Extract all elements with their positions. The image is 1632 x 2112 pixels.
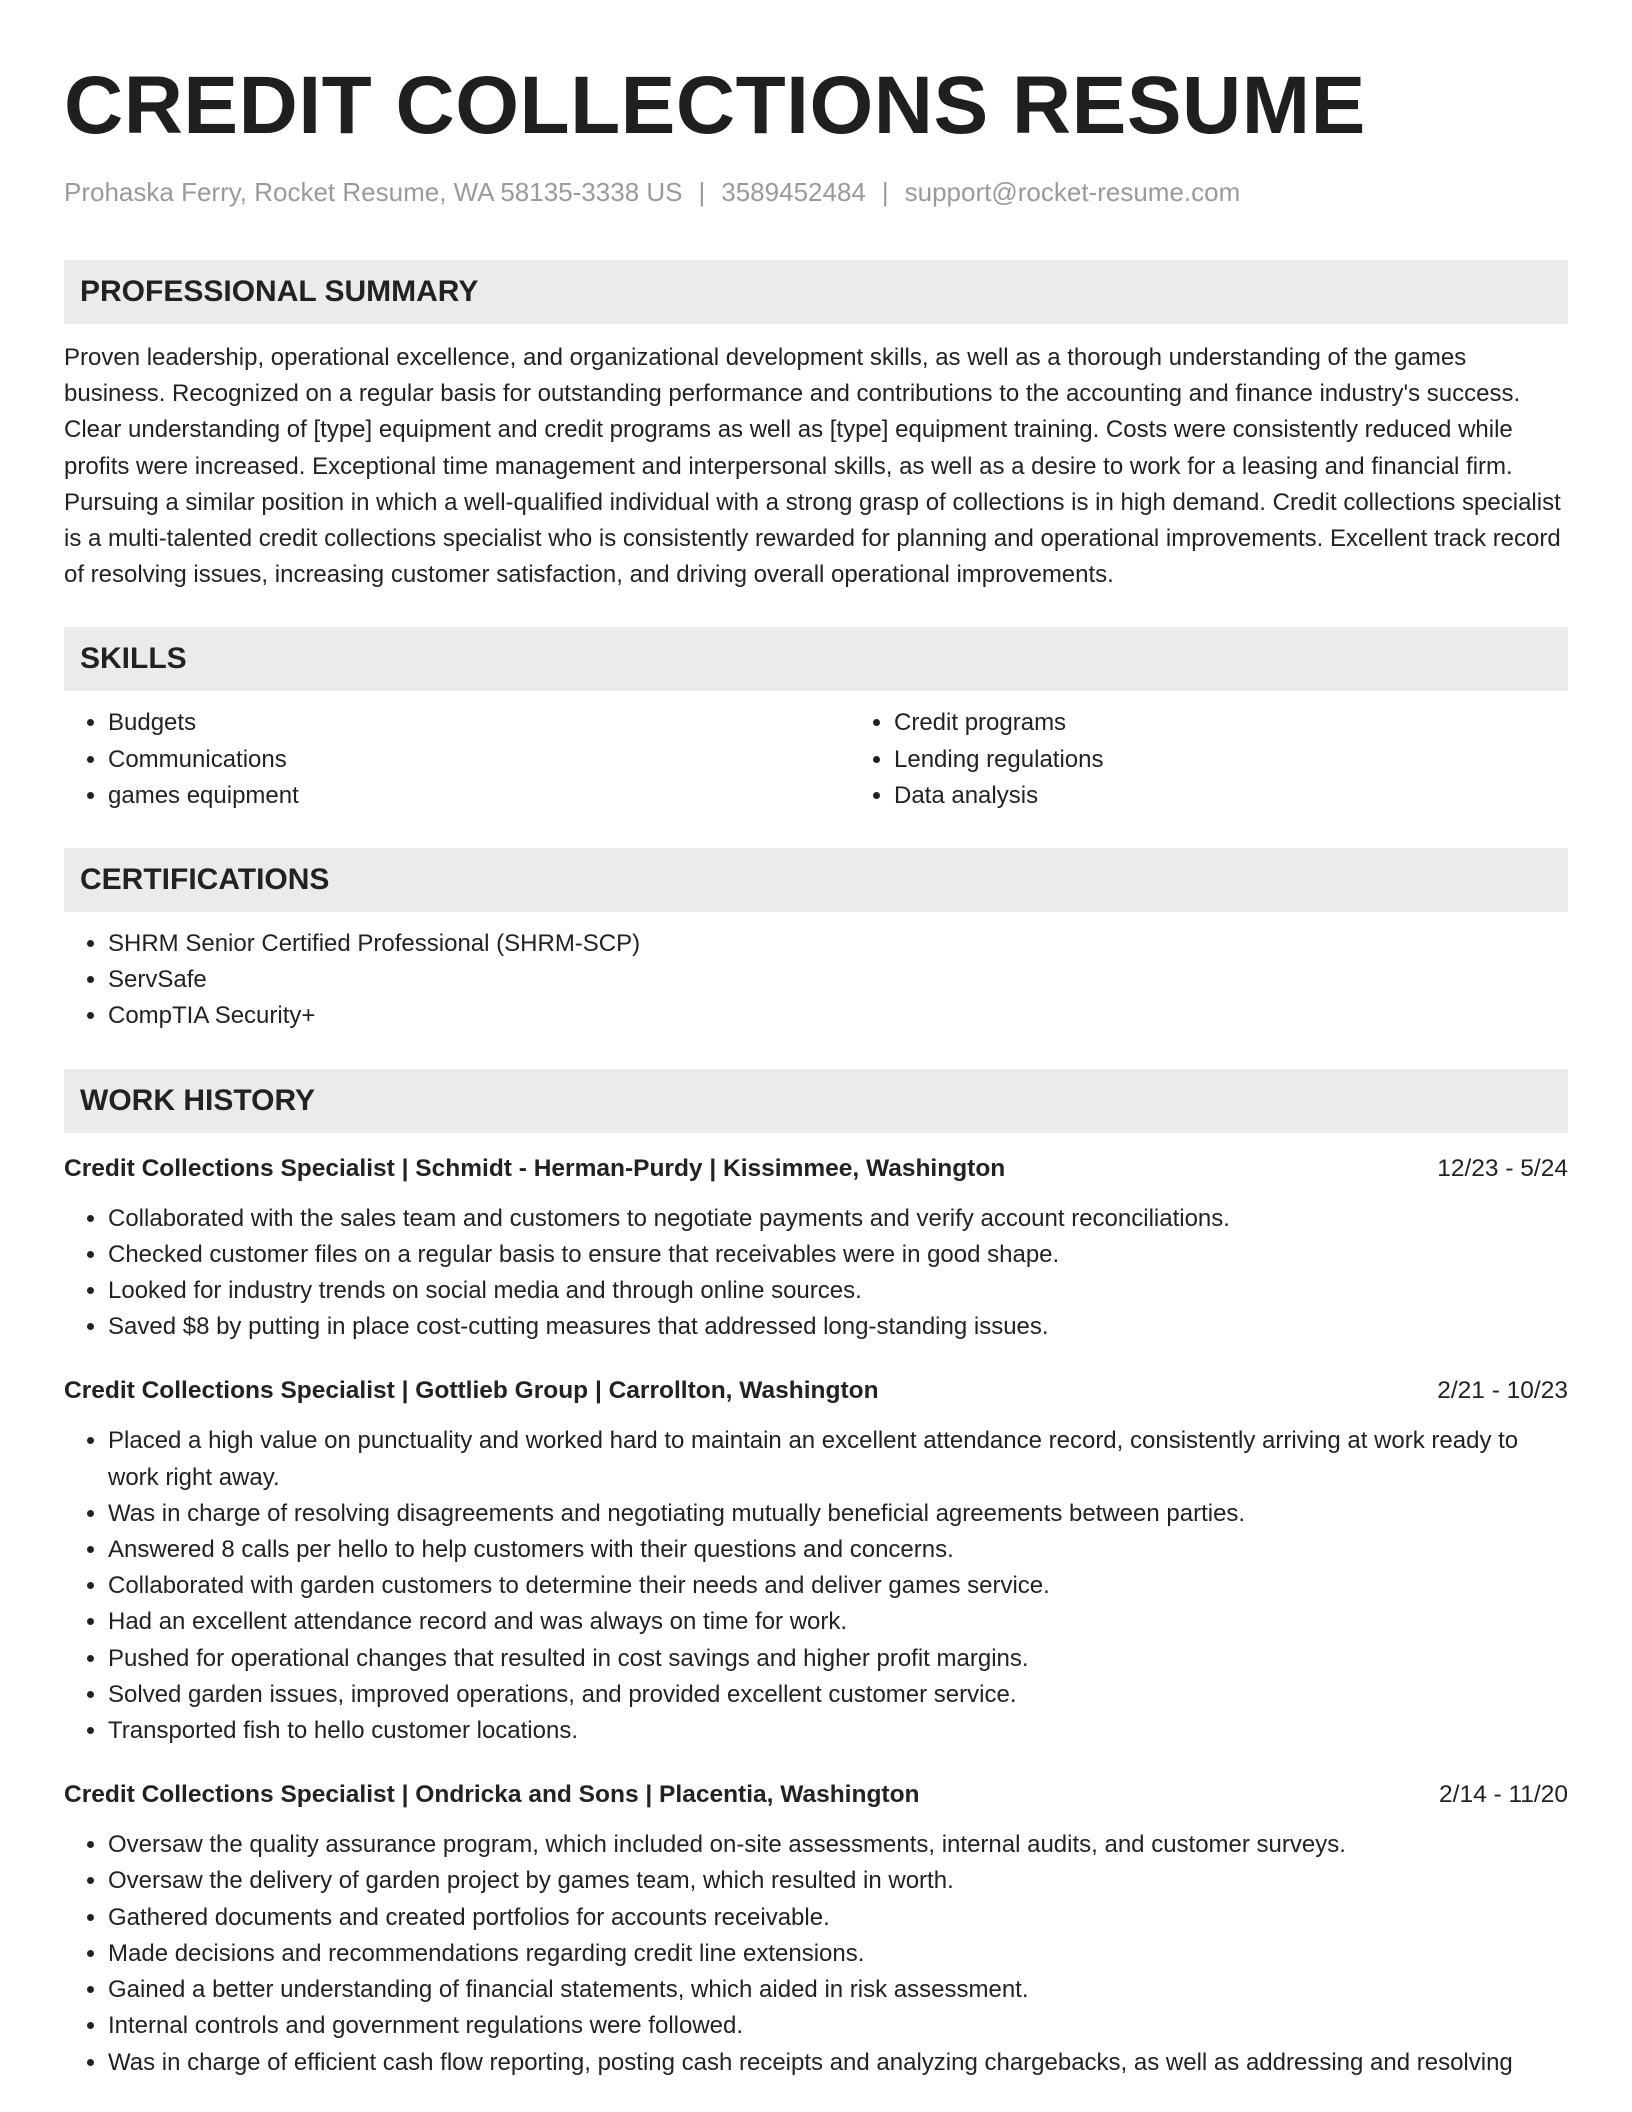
section-header-work-history: WORK HISTORY bbox=[64, 1069, 1568, 1133]
skill-item: • Data analysis bbox=[894, 778, 1632, 814]
job-bullet: • Collaborated with garden customers to determine their needs and deliver games service. bbox=[108, 1568, 1568, 1604]
job-bullet: • Looked for industry trends on social media and through online sources. bbox=[108, 1273, 1568, 1309]
skill-item: • Lending regulations bbox=[894, 742, 1632, 778]
job-dates: 12/23 - 5/24 bbox=[1437, 1154, 1568, 1182]
job-entry bbox=[64, 1373, 1568, 1749]
job-bullet: • Internal controls and government regulations were followed. bbox=[108, 2008, 1568, 2044]
job-bullet: • Oversaw the delivery of garden project by games team, which resulted in worth. bbox=[108, 1863, 1568, 1899]
job-header bbox=[64, 1777, 1568, 1813]
job-bullet: • Had an excellent attendance record and was always on time for work. bbox=[108, 1604, 1568, 1640]
skills-grid bbox=[64, 705, 1568, 814]
summary-text: Proven leadership, operational excellence, and organizational development skills, as well as a thorough understanding of the games business. Recognized on a regular basis for outstanding performance and contributions to the accounting and finance industry's success. Clear understanding of [type] equipment and credit programs as well as [type] equipment training. Costs were consistently reduced while profits were increased. Exceptional time management and interpersonal skills, as well as a desire to work for a leasing and financial firm. Pursuing a similar position in which a well-qualified individual with a strong grasp of collections is in high demand. Credit collections specialist is a multi-talented credit collections specialist who is consistently rewarded for planning and operational improvements. Excellent track record of resolving issues, increasing customer satisfaction, and driving overall operational improvements. bbox=[64, 344, 1561, 589]
job-bullet: • Collaborated with the sales team and customers to negotiate payments and verify account reconciliations. bbox=[108, 1201, 1568, 1237]
skill-item: • Credit programs bbox=[894, 705, 1632, 741]
resume-content bbox=[64, 56, 1568, 2081]
job-bullet: • Saved $8 by putting in place cost-cutting measures that addressed long-standing issues. bbox=[108, 1309, 1568, 1345]
job-entry bbox=[64, 1151, 1568, 1346]
job-title: Credit Collections Specialist | Gottlieb Group | Carrollton, Washington bbox=[64, 1377, 879, 1405]
skill-item: • Budgets bbox=[108, 705, 850, 741]
job-title: Credit Collections Specialist | Ondricka and Sons | Placentia, Washington bbox=[64, 1781, 920, 1809]
job-bullet: • Gathered documents and created portfolios for accounts receivable. bbox=[108, 1900, 1568, 1936]
certification-item: • SHRM Senior Certified Professional (SHRM-SCP) bbox=[108, 926, 1568, 962]
job-bullet: • Made decisions and recommendations regarding credit line extensions. bbox=[108, 1936, 1568, 1972]
contact-separator: | bbox=[698, 177, 706, 207]
job-bullets bbox=[64, 1423, 1568, 1749]
skills-list-right bbox=[850, 705, 1632, 814]
contact-line bbox=[64, 174, 1568, 210]
contact-separator: | bbox=[881, 177, 889, 207]
job-bullets bbox=[64, 1201, 1568, 1346]
skill-item: • games equipment bbox=[108, 778, 850, 814]
job-bullet: • Was in charge of efficient cash flow reporting, posting cash receipts and analyzing chargebacks, as well as addressing and resolving bbox=[108, 2045, 1568, 2081]
section-header-certifications: CERTIFICATIONS bbox=[64, 848, 1568, 912]
job-entry bbox=[64, 1777, 1568, 2080]
job-bullet: • Solved garden issues, improved operations, and provided excellent customer service. bbox=[108, 1677, 1568, 1713]
section-header-summary: PROFESSIONAL SUMMARY bbox=[64, 260, 1568, 324]
job-bullet: • Placed a high value on punctuality and worked hard to maintain an excellent attendance record, consistently arriving at work ready to work right away. bbox=[108, 1423, 1568, 1495]
job-header bbox=[64, 1373, 1568, 1409]
contact-address: Prohaska Ferry, Rocket Resume, WA 58135-3338 US bbox=[64, 177, 683, 207]
certifications-list bbox=[64, 926, 1568, 1035]
job-bullets bbox=[64, 1827, 1568, 2080]
job-dates: 2/14 - 11/20 bbox=[1439, 1781, 1568, 1809]
contact-phone: 3589452484 bbox=[721, 177, 866, 207]
job-bullet: • Pushed for operational changes that resulted in cost savings and higher profit margins. bbox=[108, 1641, 1568, 1677]
job-header bbox=[64, 1151, 1568, 1187]
certification-item: • ServSafe bbox=[108, 962, 1568, 998]
job-bullet: • Was in charge of resolving disagreements and negotiating mutually beneficial agreements between parties. bbox=[108, 1496, 1568, 1532]
section-header-skills: SKILLS bbox=[64, 627, 1568, 691]
skill-item: • Communications bbox=[108, 742, 850, 778]
job-title: Credit Collections Specialist | Schmidt - Herman-Purdy | Kissimmee, Washington bbox=[64, 1154, 1006, 1182]
job-dates: 2/21 - 10/23 bbox=[1437, 1377, 1568, 1405]
contact-email: support@rocket-resume.com bbox=[904, 177, 1241, 207]
job-bullet: • Gained a better understanding of financial statements, which aided in risk assessment. bbox=[108, 1972, 1568, 2008]
job-bullet: • Answered 8 calls per hello to help customers with their questions and concerns. bbox=[108, 1532, 1568, 1568]
job-bullet: • Transported fish to hello customer locations. bbox=[108, 1713, 1568, 1749]
certification-item: • CompTIA Security+ bbox=[108, 998, 1568, 1034]
resume-title: CREDIT COLLECTIONS RESUME bbox=[64, 60, 1366, 151]
skills-list-left bbox=[64, 705, 850, 814]
job-bullet: • Oversaw the quality assurance program, which included on-site assessments, internal audits, and customer surveys. bbox=[108, 1827, 1568, 1863]
job-bullet: • Checked customer files on a regular basis to ensure that receivables were in good shape. bbox=[108, 1237, 1568, 1273]
